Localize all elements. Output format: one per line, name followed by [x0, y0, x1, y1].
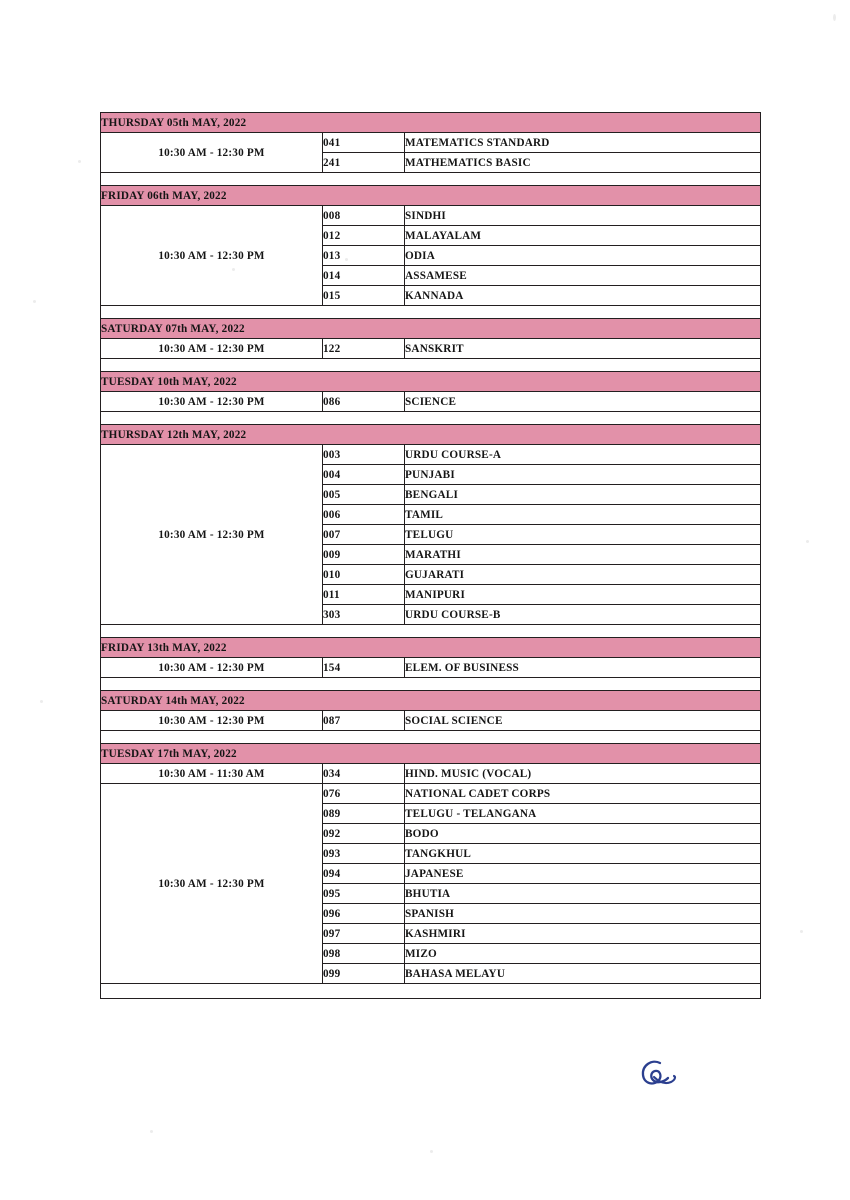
subject-code: 099 — [323, 964, 405, 984]
day-header-row — [101, 638, 761, 658]
day-header-row — [101, 425, 761, 445]
subject-code: 009 — [323, 545, 405, 565]
subject-name: GUJARATI — [405, 565, 761, 585]
scan-speck — [33, 300, 36, 303]
spacer-cell — [101, 306, 761, 319]
scan-speck — [78, 160, 81, 163]
subject-code: 122 — [323, 339, 405, 359]
day-header: TUESDAY 10th MAY, 2022 — [101, 372, 761, 392]
exam-timetable — [100, 112, 761, 999]
subject-name: SANSKRIT — [405, 339, 761, 359]
exam-time: 10:30 AM - 12:30 PM — [101, 658, 323, 678]
subject-code: 076 — [323, 784, 405, 804]
day-header: THURSDAY 05th MAY, 2022 — [101, 113, 761, 133]
subject-name: MIZO — [405, 944, 761, 964]
day-header: SATURDAY 14th MAY, 2022 — [101, 691, 761, 711]
subject-code: 011 — [323, 585, 405, 605]
subject-code: 013 — [323, 246, 405, 266]
subject-name: BAHASA MELAYU — [405, 964, 761, 984]
subject-code: 154 — [323, 658, 405, 678]
subject-name: TANGKHUL — [405, 844, 761, 864]
scan-speck — [430, 1150, 433, 1153]
subject-code: 014 — [323, 266, 405, 286]
subject-name: MARATHI — [405, 545, 761, 565]
subject-name: HIND. MUSIC (VOCAL) — [405, 764, 761, 784]
spacer-cell — [101, 984, 761, 999]
day-header-row — [101, 319, 761, 339]
subject-code: 094 — [323, 864, 405, 884]
subject-name: MATHEMATICS BASIC — [405, 153, 761, 173]
scan-speck — [150, 1130, 153, 1133]
exam-time: 10:30 AM - 11:30 AM — [101, 764, 323, 784]
subject-code: 041 — [323, 133, 405, 153]
subject-code: 087 — [323, 711, 405, 731]
exam-time: 10:30 AM - 12:30 PM — [101, 445, 323, 625]
spacer-row — [101, 678, 761, 691]
spacer-row — [101, 625, 761, 638]
subject-name: BHUTIA — [405, 884, 761, 904]
subject-name: JAPANESE — [405, 864, 761, 884]
subject-name: SOCIAL SCIENCE — [405, 711, 761, 731]
subject-name: SCIENCE — [405, 392, 761, 412]
subject-name: KANNADA — [405, 286, 761, 306]
subject-code: 089 — [323, 804, 405, 824]
subject-name: MALAYALAM — [405, 226, 761, 246]
subject-name: SINDHI — [405, 206, 761, 226]
subject-row — [101, 133, 761, 153]
subject-name: URDU COURSE-A — [405, 445, 761, 465]
subject-code: 003 — [323, 445, 405, 465]
subject-code: 008 — [323, 206, 405, 226]
spacer-cell — [101, 173, 761, 186]
subject-name: ASSAMESE — [405, 266, 761, 286]
day-header-row — [101, 691, 761, 711]
scan-speck — [40, 700, 43, 703]
spacer-row — [101, 306, 761, 319]
subject-code: 092 — [323, 824, 405, 844]
scan-speck — [806, 540, 809, 543]
subject-row — [101, 711, 761, 731]
subject-row — [101, 658, 761, 678]
subject-name: MATEMATICS STANDARD — [405, 133, 761, 153]
exam-time: 10:30 AM - 12:30 PM — [101, 392, 323, 412]
day-header: SATURDAY 07th MAY, 2022 — [101, 319, 761, 339]
spacer-cell — [101, 625, 761, 638]
spacer-row — [101, 412, 761, 425]
day-header-row — [101, 372, 761, 392]
subject-name: KASHMIRI — [405, 924, 761, 944]
handwritten-initial — [630, 1055, 690, 1099]
subject-code: 010 — [323, 565, 405, 585]
exam-time: 10:30 AM - 12:30 PM — [101, 206, 323, 306]
subject-name: URDU COURSE-B — [405, 605, 761, 625]
subject-code: 004 — [323, 465, 405, 485]
subject-name: BENGALI — [405, 485, 761, 505]
day-header-row — [101, 186, 761, 206]
subject-name: TELUGU — [405, 525, 761, 545]
subject-code: 303 — [323, 605, 405, 625]
subject-code: 015 — [323, 286, 405, 306]
day-header-row — [101, 744, 761, 764]
subject-code: 096 — [323, 904, 405, 924]
spacer-cell — [101, 731, 761, 744]
subject-name: NATIONAL CADET CORPS — [405, 784, 761, 804]
subject-name: TAMIL — [405, 505, 761, 525]
subject-code: 006 — [323, 505, 405, 525]
subject-name: SPANISH — [405, 904, 761, 924]
subject-code: 012 — [323, 226, 405, 246]
subject-code: 093 — [323, 844, 405, 864]
spacer-cell — [101, 412, 761, 425]
day-header: FRIDAY 06th MAY, 2022 — [101, 186, 761, 206]
exam-time: 10:30 AM - 12:30 PM — [101, 711, 323, 731]
exam-date-sheet — [100, 112, 760, 999]
subject-name: PUNJABI — [405, 465, 761, 485]
subject-name: ODIA — [405, 246, 761, 266]
subject-code: 007 — [323, 525, 405, 545]
subject-row — [101, 339, 761, 359]
spacer-row — [101, 984, 761, 999]
scan-speck — [833, 14, 836, 21]
day-header-row — [101, 113, 761, 133]
subject-code: 098 — [323, 944, 405, 964]
subject-row — [101, 206, 761, 226]
day-header: TUESDAY 17th MAY, 2022 — [101, 744, 761, 764]
subject-row — [101, 392, 761, 412]
subject-code: 005 — [323, 485, 405, 505]
subject-code: 034 — [323, 764, 405, 784]
subject-code: 097 — [323, 924, 405, 944]
subject-name: MANIPURI — [405, 585, 761, 605]
subject-code: 241 — [323, 153, 405, 173]
spacer-row — [101, 173, 761, 186]
subject-name: TELUGU - TELANGANA — [405, 804, 761, 824]
day-header: THURSDAY 12th MAY, 2022 — [101, 425, 761, 445]
exam-time: 10:30 AM - 12:30 PM — [101, 784, 323, 984]
subject-name: BODO — [405, 824, 761, 844]
subject-code: 095 — [323, 884, 405, 904]
day-header: FRIDAY 13th MAY, 2022 — [101, 638, 761, 658]
scan-speck — [800, 930, 803, 933]
subject-row — [101, 784, 761, 804]
subject-row — [101, 445, 761, 465]
subject-code: 086 — [323, 392, 405, 412]
spacer-cell — [101, 678, 761, 691]
subject-row — [101, 764, 761, 784]
subject-name: ELEM. OF BUSINESS — [405, 658, 761, 678]
spacer-row — [101, 731, 761, 744]
exam-time: 10:30 AM - 12:30 PM — [101, 133, 323, 173]
spacer-cell — [101, 359, 761, 372]
exam-time: 10:30 AM - 12:30 PM — [101, 339, 323, 359]
spacer-row — [101, 359, 761, 372]
